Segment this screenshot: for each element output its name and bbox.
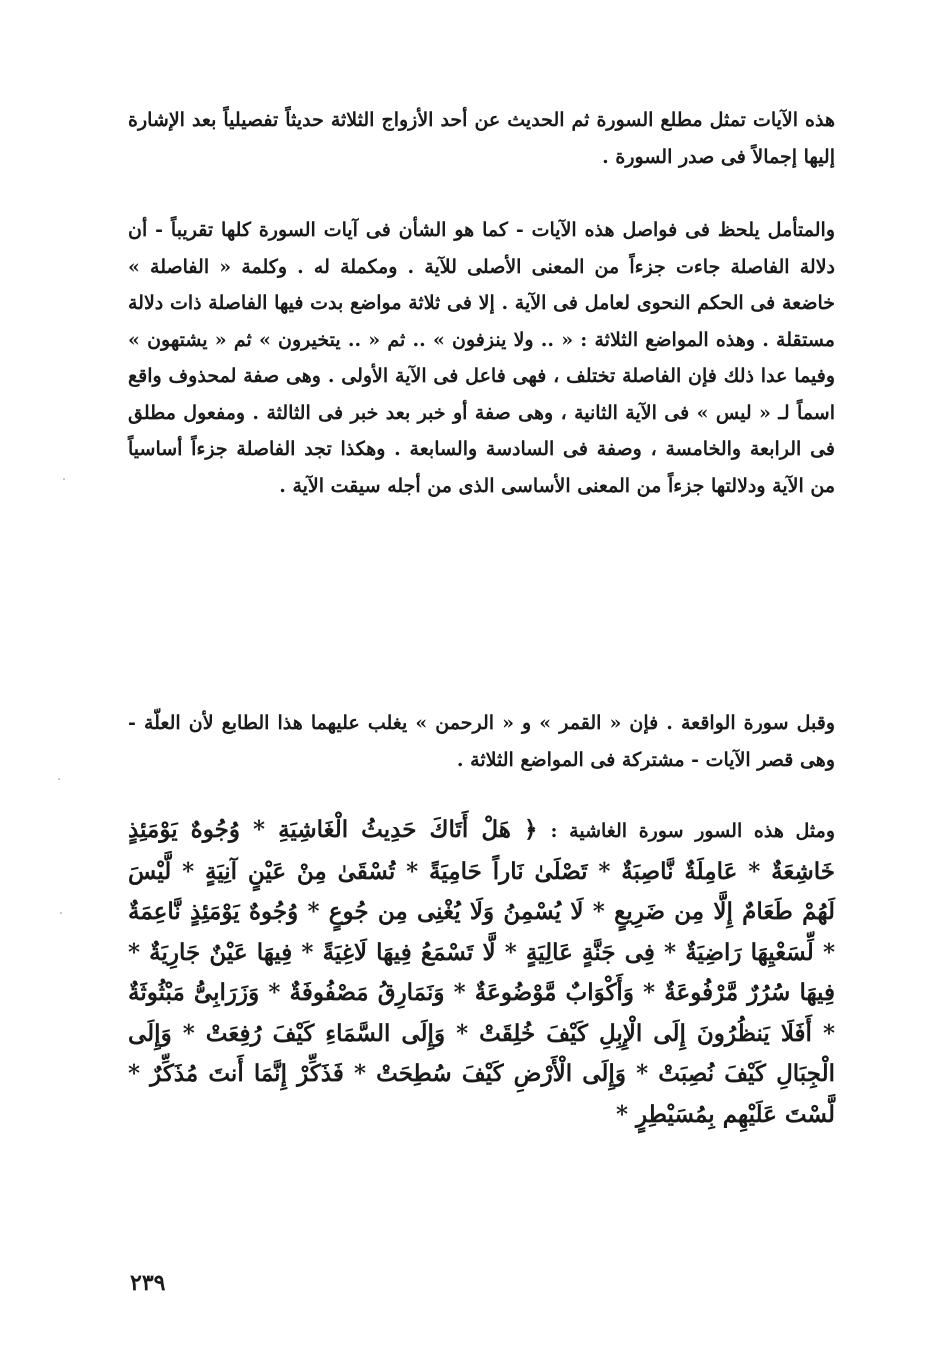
verse-text-ghashiya: ﴿ هَلْ أَتَاكَ حَدِيثُ الْغَاشِيَةِ * وُجُوهٌ يَوْمَئِذٍ خَاشِعَةٌ * عَامِلَةٌ نَّاصِبَةٌ * تَصْلَىٰ نَاراً حَامِيَةً * تُسْقَىٰ مِنْ عَيْنٍ آنِيَةٍ * لَّيْسَ لَهُمْ طَعَامٌ إِلَّا مِن ضَرِيعٍ * لَا يُسْمِنُ وَلَا يُغْنِى مِن جُوعٍ * وُجُوهٌ يَوْمَئِذٍ نَّاعِمَةٌ * لِّسَعْيِهَا رَاضِيَةٌ * فِى جَنَّةٍ عَالِيَةٍ * لَّا تَسْمَعُ فِيهَا لَاغِيَةً * فِيهَا عَيْنٌ جَارِيَةٌ * فِيهَا سُرُرٌ مَّرْفُوعَةٌ * وَأَكْوَابٌ مَّوْضُوعَةٌ * وَنَمَارِقُ مَصْفُوفَةٌ * وَزَرَابِىُّ مَبْثُوثَةٌ * أَفَلَا يَنظُرُونَ إِلَى الْإِبِلِ كَيْفَ خُلِقَتْ * وَإِلَى السَّمَاءِ كَيْفَ رُفِعَتْ * وَإِلَى الْجِبَالِ كَيْفَ نُصِبَتْ * وَإِلَى الْأَرْضِ كَيْفَ سُطِحَتْ * فَذَكِّرْ إِنَّمَا أَنتَ مُذَكِّرٌ * لَّسْتَ عَلَيْهِم بِمُسَيْطِرٍ * (128, 816, 835, 1128)
scan-speck (63, 478, 65, 480)
verse-intro: ومثل هذه السور سورة الغاشية : (550, 820, 835, 842)
paragraph-fasila-analysis: والمتأمل يلحظ فى فواصل هذه الآيات - كما هو الشأن فى آيات السورة كلها تقريباً - أن دلالة الفاصلة جاءت جزءاً من المعنى الأصلى للآية . ومكملة له . وكلمة « الفاصلة » خاضعة فى الحكم النحوى لعامل فى الآية . إلا فى ثلاثة مواضع بدت فيها الفاصلة ذات دلالة مستقلة . وهذه المواضع الثلاثة : « .. ولا ينزفون » .. ثم « .. يتخيرون » ثم « يشتهون » وفيما عدا ذلك فإن الفاصلة تختلف ، فهى فاعل فى الآية الأولى . وهى صفة لمحذوف واقع اسماً لـ « ليس » فى الآية الثانية ، وهى صفة أو خبر بعد خبر فى الثالثة . ومفعول مطلق فى الرابعة والخامسة ، وصفة فى السادسة والسابعة . وهكذا تجد الفاصلة جزءاً أساسياً من الآية ودلالتها جزءاً من المعنى الأساسى الذى من أجله سيقت الآية . (128, 219, 835, 497)
paragraph-qamar-rahman: وقبل سورة الواقعة . فإن « القمر » و « الرحمن » يغلب عليهما هذا الطابع لأن العلّة - وهى قصر الآيات - مشتركة فى المواضع الثلاثة . (128, 712, 835, 771)
paragraph-opening: هذه الآيات تمثل مطلع السورة ثم الحديث عن أحد الأزواج الثلاثة حديثاً تفصيلياً بعد الإشارة إليها إجمالاً فى صدر السورة . (128, 109, 835, 168)
scan-speck (58, 778, 60, 780)
scan-speck (60, 912, 62, 914)
page-number: ٢٣٩ (130, 1270, 166, 1296)
quran-verse-block (128, 810, 835, 1135)
